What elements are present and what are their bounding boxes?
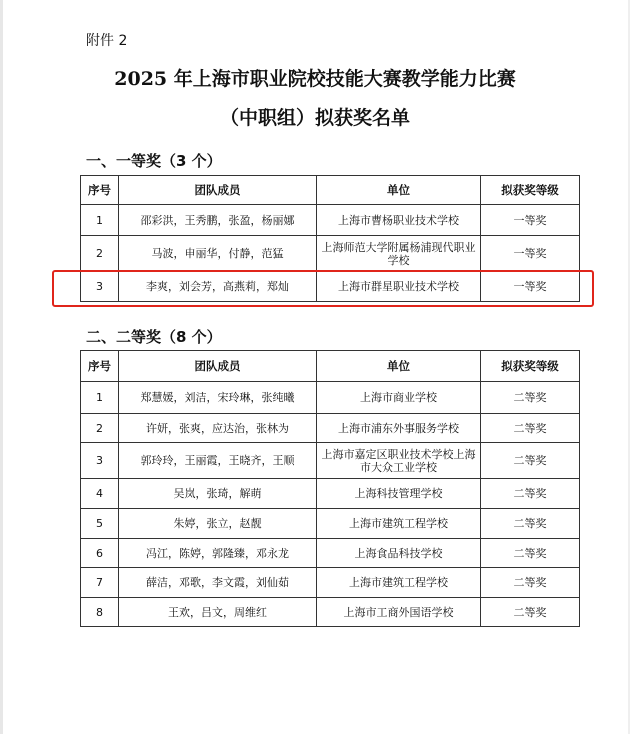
cell-unit: 上海科技管理学校 [317, 479, 481, 509]
cell-members: 许妍，张爽，应达治，张林为 [119, 414, 317, 443]
cell-level: 一等奖 [481, 236, 580, 272]
cell-unit: 上海市工商外国语学校 [317, 598, 481, 627]
header-level: 拟获奖等级 [481, 351, 580, 382]
cell-members: 马波，申丽华，付静，范猛 [119, 236, 317, 272]
cell-no: 4 [81, 479, 119, 509]
table-row [81, 205, 580, 236]
cell-members: 李爽，刘会芳，高燕莉，郑灿 [119, 272, 317, 302]
cell-unit: 上海市浦东外事服务学校 [317, 414, 481, 443]
cell-members: 吴岚，张琦，解萌 [119, 479, 317, 509]
table-header-row [81, 176, 580, 205]
header-members: 团队成员 [119, 176, 317, 205]
document-title: 2025 年上海市职业院校技能大赛教学能力比赛 [114, 68, 516, 90]
table-row [81, 598, 580, 627]
cell-members: 王欢，吕文，周维红 [119, 598, 317, 627]
cell-no: 5 [81, 509, 119, 539]
cell-unit: 上海市商业学校 [317, 382, 481, 414]
table-row [81, 414, 580, 443]
cell-unit: 上海市群星职业技术学校 [317, 272, 481, 302]
cell-level: 二等奖 [481, 509, 580, 539]
cell-no: 1 [81, 205, 119, 236]
table-header-row [81, 351, 580, 382]
header-unit: 单位 [317, 176, 481, 205]
section-heading-first-prize: 一、一等奖（3 个） [86, 152, 222, 170]
cell-level: 一等奖 [481, 272, 580, 302]
cell-level: 二等奖 [481, 382, 580, 414]
document-subtitle: （中职组）拟获奖名单 [219, 107, 410, 129]
header-unit: 单位 [317, 351, 481, 382]
header-no: 序号 [81, 351, 119, 382]
header-no: 序号 [81, 176, 119, 205]
cell-unit: 上海市嘉定区职业技术学校上海市大众工业学校 [317, 443, 481, 479]
cell-no: 7 [81, 568, 119, 598]
cell-members: 邵彩洪，王秀鹏，张盈，杨丽娜 [119, 205, 317, 236]
cell-no: 1 [81, 382, 119, 414]
table-row [81, 509, 580, 539]
attachment-label: 附件 2 [86, 33, 128, 49]
cell-unit: 上海市建筑工程学校 [317, 509, 481, 539]
cell-unit: 上海师范大学附属杨浦现代职业学校 [317, 236, 481, 272]
cell-members: 冯江，陈婷，郭隆臻，邓永龙 [119, 539, 317, 568]
cell-level: 二等奖 [481, 443, 580, 479]
second-prize-table [80, 350, 580, 627]
cell-members: 郭玲玲，王丽霞，王晓齐，王顺 [119, 443, 317, 479]
cell-no: 6 [81, 539, 119, 568]
cell-no: 2 [81, 236, 119, 272]
cell-level: 二等奖 [481, 598, 580, 627]
table-row [81, 382, 580, 414]
table-row [81, 236, 580, 272]
cell-level: 二等奖 [481, 414, 580, 443]
cell-no: 3 [81, 272, 119, 302]
highlight-box [52, 270, 594, 307]
table-row [81, 479, 580, 509]
cell-no: 3 [81, 443, 119, 479]
header-members: 团队成员 [119, 351, 317, 382]
cell-level: 二等奖 [481, 539, 580, 568]
cell-no: 8 [81, 598, 119, 627]
table-row [81, 568, 580, 598]
cell-unit: 上海市曹杨职业技术学校 [317, 205, 481, 236]
cell-no: 2 [81, 414, 119, 443]
cell-unit: 上海市建筑工程学校 [317, 568, 481, 598]
cell-level: 二等奖 [481, 479, 580, 509]
header-level: 拟获奖等级 [481, 176, 580, 205]
cell-members: 郑慧媛，刘洁，宋玲琳，张纯曦 [119, 382, 317, 414]
cell-unit: 上海食品科技学校 [317, 539, 481, 568]
cell-members: 朱婷，张立，赵靓 [119, 509, 317, 539]
table-row [81, 539, 580, 568]
table-row [81, 443, 580, 479]
cell-level: 一等奖 [481, 205, 580, 236]
cell-level: 二等奖 [481, 568, 580, 598]
cell-members: 薛洁，邓歌，李文霞，刘仙茹 [119, 568, 317, 598]
section-heading-second-prize: 二、二等奖（8 个） [86, 328, 222, 346]
